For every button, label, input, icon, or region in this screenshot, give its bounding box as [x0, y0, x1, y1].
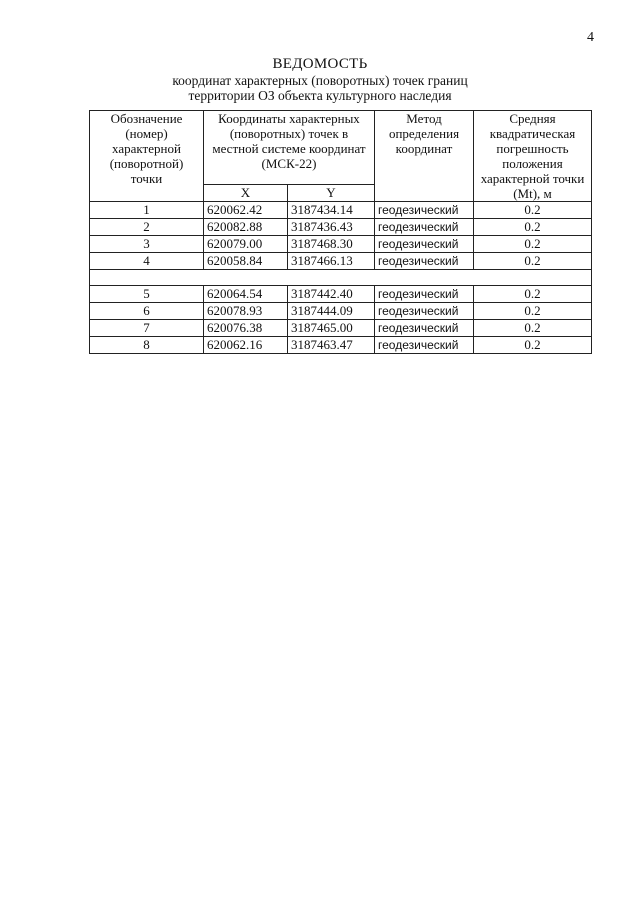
point-number-cell: 2 [90, 219, 204, 236]
method-cell: геодезический [375, 337, 474, 354]
x-coordinate-cell: 620079.00 [204, 236, 288, 253]
document-subtitle-line-1: координат характерных (поворотных) точек границ [172, 73, 468, 88]
table-row [90, 320, 592, 337]
method-cell: геодезический [375, 253, 474, 270]
separator-cell [90, 270, 592, 286]
document-title: ВЕДОМОСТЬ [272, 56, 368, 72]
y-coordinate-cell: 3187434.14 [288, 202, 375, 219]
header-y: Y [288, 185, 375, 202]
table-row [90, 236, 592, 253]
y-coordinate-cell: 3187444.09 [288, 303, 375, 320]
table-row [90, 303, 592, 320]
point-number-cell: 5 [90, 286, 204, 303]
header-point-designation: Обозначение (номер) характерной (поворотной) точки [90, 111, 204, 202]
header-mean-error: Средняя квадратическая погрешность положения характерной точки (Mt), м [474, 111, 592, 202]
header-x: X [204, 185, 288, 202]
table-row [90, 202, 592, 219]
mean-error-cell: 0.2 [474, 286, 592, 303]
x-coordinate-cell: 620078.93 [204, 303, 288, 320]
point-number-cell: 8 [90, 337, 204, 354]
mean-error-cell: 0.2 [474, 236, 592, 253]
point-number-cell: 3 [90, 236, 204, 253]
point-number-cell: 7 [90, 320, 204, 337]
y-coordinate-cell: 3187466.13 [288, 253, 375, 270]
mean-error-cell: 0.2 [474, 320, 592, 337]
mean-error-cell: 0.2 [474, 303, 592, 320]
separator-row [90, 270, 592, 286]
x-coordinate-cell: 620062.42 [204, 202, 288, 219]
x-coordinate-cell: 620058.84 [204, 253, 288, 270]
method-cell: геодезический [375, 286, 474, 303]
y-coordinate-cell: 3187463.47 [288, 337, 375, 354]
header-coordinates: Координаты характерных (поворотных) точек в местной системе координат (МСК-22) [204, 111, 375, 185]
y-coordinate-cell: 3187468.30 [288, 236, 375, 253]
document-heading [0, 56, 640, 103]
table-row [90, 219, 592, 236]
point-number-cell: 6 [90, 303, 204, 320]
mean-error-cell: 0.2 [474, 202, 592, 219]
method-cell: геодезический [375, 303, 474, 320]
page-number: 4 [587, 30, 594, 45]
x-coordinate-cell: 620062.16 [204, 337, 288, 354]
point-number-cell: 4 [90, 253, 204, 270]
y-coordinate-cell: 3187442.40 [288, 286, 375, 303]
method-cell: геодезический [375, 202, 474, 219]
method-cell: геодезический [375, 320, 474, 337]
mean-error-cell: 0.2 [474, 253, 592, 270]
x-coordinate-cell: 620076.38 [204, 320, 288, 337]
method-cell: геодезический [375, 219, 474, 236]
table-row [90, 286, 592, 303]
coordinates-table [89, 110, 592, 354]
mean-error-cell: 0.2 [474, 337, 592, 354]
point-number-cell: 1 [90, 202, 204, 219]
table-row [90, 337, 592, 354]
method-cell: геодезический [375, 236, 474, 253]
x-coordinate-cell: 620064.54 [204, 286, 288, 303]
y-coordinate-cell: 3187465.00 [288, 320, 375, 337]
y-coordinate-cell: 3187436.43 [288, 219, 375, 236]
document-subtitle-line-2: территории ОЗ объекта культурного наследия [188, 88, 452, 103]
header-method: Метод определения координат [375, 111, 474, 202]
x-coordinate-cell: 620082.88 [204, 219, 288, 236]
coordinates-table-body [90, 202, 592, 354]
mean-error-cell: 0.2 [474, 219, 592, 236]
table-row [90, 253, 592, 270]
